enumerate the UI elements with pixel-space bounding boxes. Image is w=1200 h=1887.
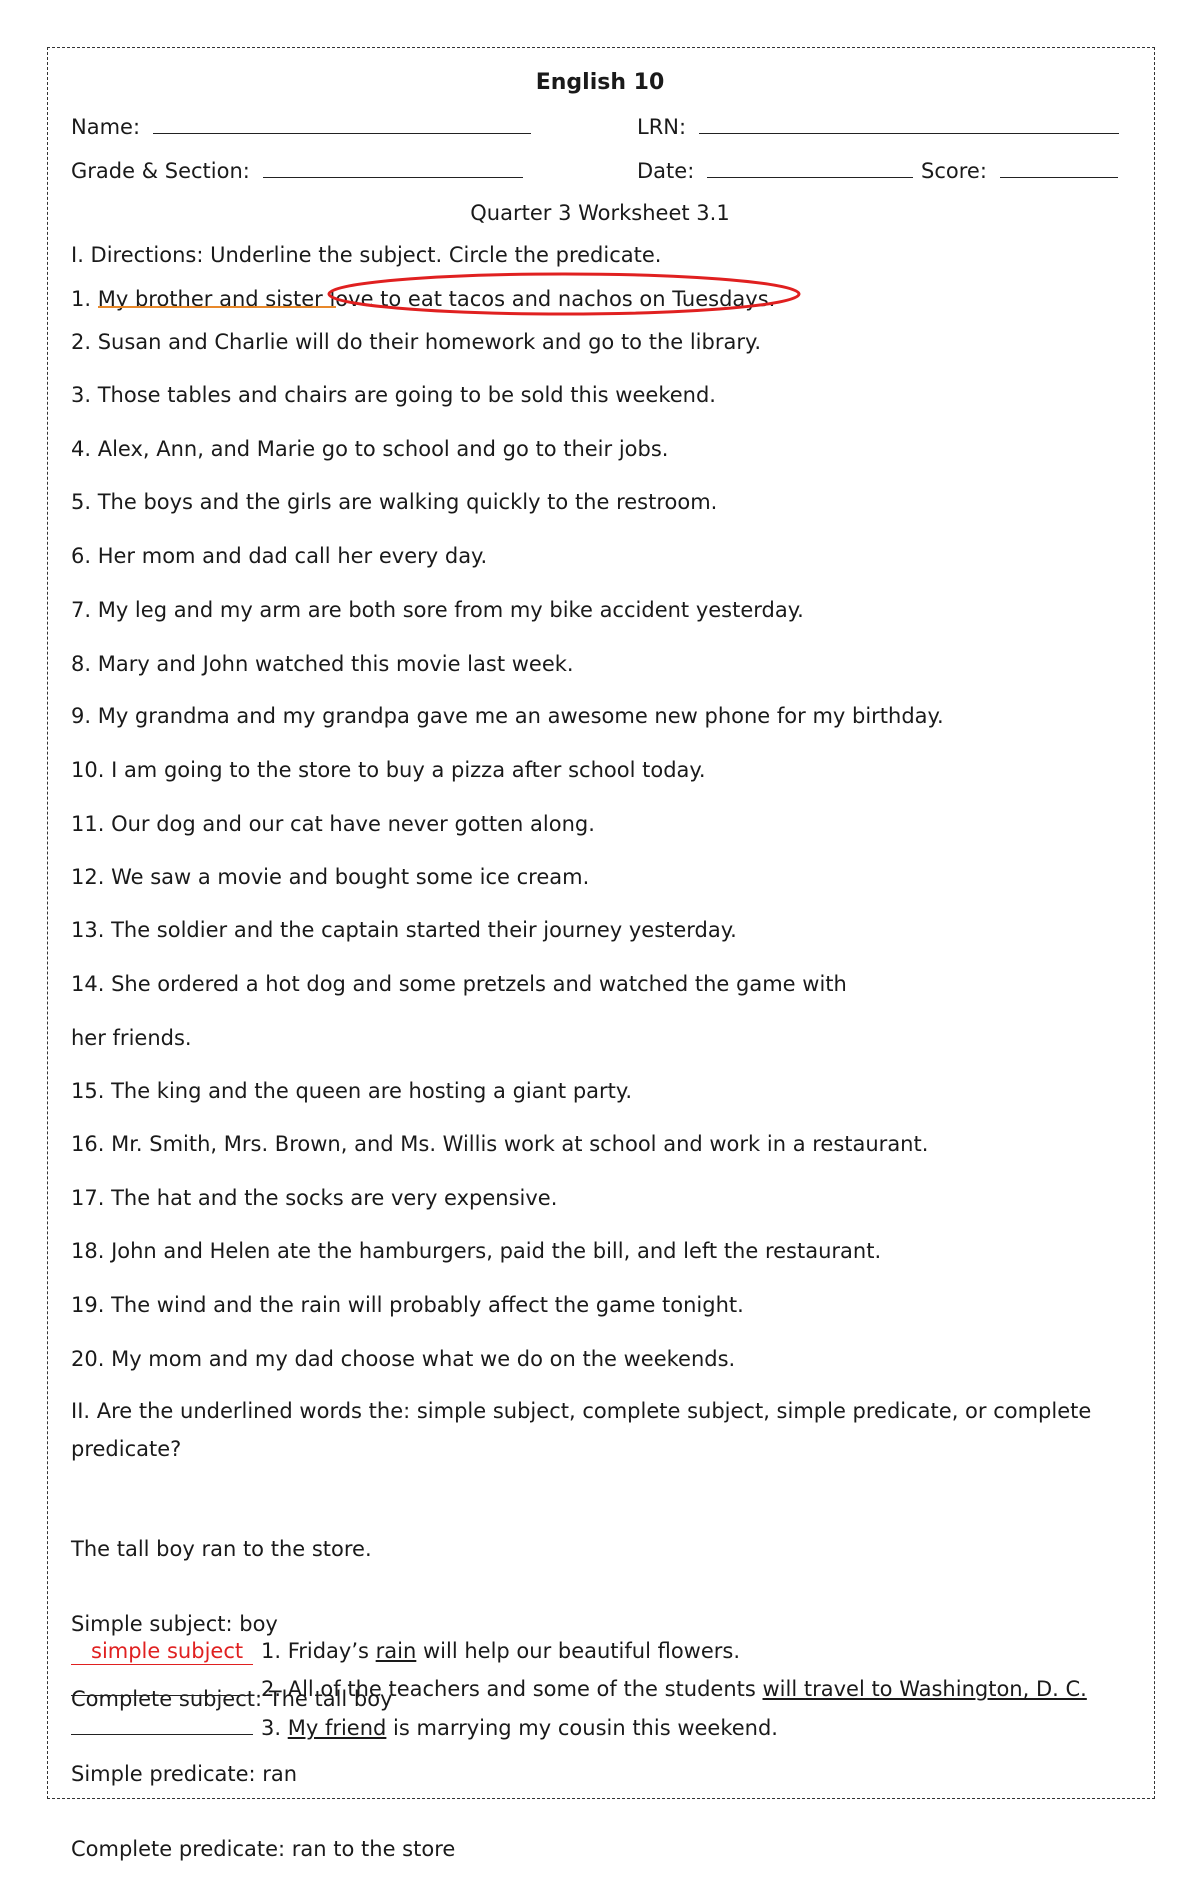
item-14: 14. She ordered a hot dog and some pretzels and watched the game with	[71, 972, 847, 996]
answer-2-blank[interactable]	[71, 1675, 253, 1696]
item-1-subject: My brother and sister	[97, 287, 323, 311]
name-blank[interactable]	[153, 113, 531, 134]
question-3-post: is marrying my cousin this weekend.	[386, 1716, 778, 1740]
part1-directions: I. Directions: Underline the subject. Circle the predicate.	[71, 243, 662, 267]
item-15: 15. The king and the queen are hosting a giant party.	[71, 1079, 632, 1103]
question-2-pre: 2. All of the teachers and some of the students	[261, 1677, 763, 1701]
question-1-post: will help our beautiful flowers.	[416, 1639, 741, 1663]
grade-section-label: Grade & Section:	[71, 159, 250, 183]
item-16: 16. Mr. Smith, Mrs. Brown, and Ms. Willis work at school and work in a restaurant.	[71, 1132, 929, 1156]
answer-3-blank[interactable]	[71, 1714, 253, 1735]
item-14-continued: her friends.	[71, 1026, 192, 1050]
item-9: 9. My grandma and my grandpa gave me an awesome new phone for my birthday.	[71, 704, 944, 728]
question-3-pre: 3.	[261, 1716, 288, 1740]
part2-directions-line1: II. Are the underlined words the: simple subject, complete subject, simple predicate, or complete	[71, 1399, 1092, 1423]
example-simple-predicate: Simple predicate: ran	[71, 1762, 298, 1786]
item-1	[71, 286, 775, 312]
name-field	[71, 113, 531, 140]
example-simple-subject: Simple subject: boy	[71, 1612, 278, 1636]
item-1-number: 1.	[71, 287, 92, 311]
item-2: 2. Susan and Charlie will do their homework and go to the library.	[71, 330, 762, 354]
item-6: 6. Her mom and dad call her every day.	[71, 544, 488, 568]
item-7: 7. My leg and my arm are both sore from my bike accident yesterday.	[71, 598, 804, 622]
date-field	[637, 157, 913, 184]
score-label: Score:	[921, 159, 987, 183]
worksheet-subtitle: Quarter 3 Worksheet 3.1	[470, 201, 730, 225]
lrn-field	[637, 113, 1119, 140]
name-label: Name:	[71, 115, 141, 139]
item-17: 17. The hat and the socks are very expensive.	[71, 1186, 558, 1210]
example-complete-predicate: Complete predicate: ran to the store	[71, 1837, 456, 1861]
question-1	[71, 1638, 740, 1665]
grade-section-field	[71, 157, 523, 184]
item-5: 5. The boys and the girls are walking quickly to the restroom.	[71, 490, 718, 514]
item-3: 3. Those tables and chairs are going to be sold this weekend.	[71, 383, 716, 407]
item-11: 11. Our dog and our cat have never gotten along.	[71, 812, 595, 836]
example-sentence: The tall boy ran to the store.	[71, 1537, 372, 1561]
item-4: 4. Alex, Ann, and Marie go to school and go to their jobs.	[71, 437, 669, 461]
question-3	[71, 1714, 778, 1741]
date-blank[interactable]	[707, 157, 913, 178]
question-2-underlined: will travel to Washington, D. C.	[762, 1677, 1087, 1701]
item-12: 12. We saw a movie and bought some ice cream.	[71, 865, 590, 889]
score-field	[921, 157, 1118, 184]
answer-1-text: simple subject	[91, 1639, 244, 1663]
item-1-predicate: love to eat tacos and nachos on Tuesdays.	[329, 287, 776, 311]
answer-1-blank[interactable]	[71, 1638, 253, 1665]
page-title: English 10	[535, 70, 665, 95]
item-20: 20. My mom and my dad choose what we do on the weekends.	[71, 1347, 736, 1371]
question-2	[71, 1675, 1087, 1702]
item-10: 10. I am going to the store to buy a pizza after school today.	[71, 758, 706, 782]
item-19: 19. The wind and the rain will probably affect the game tonight.	[71, 1293, 744, 1317]
date-label: Date:	[637, 159, 695, 183]
question-1-underlined: rain	[375, 1639, 417, 1663]
grade-section-blank[interactable]	[263, 157, 523, 178]
score-blank[interactable]	[1000, 157, 1118, 178]
example-complete-subject: Complete subject: The tall boy	[71, 1687, 393, 1711]
item-8: 8. Mary and John watched this movie last week.	[71, 652, 574, 676]
item-13: 13. The soldier and the captain started their journey yesterday.	[71, 918, 737, 942]
part2-directions-line2: predicate?	[71, 1437, 182, 1461]
lrn-label: LRN:	[637, 115, 687, 139]
item-18: 18. John and Helen ate the hamburgers, paid the bill, and left the restaurant.	[71, 1239, 882, 1263]
lrn-blank[interactable]	[699, 113, 1119, 134]
question-1-pre: 1. Friday’s	[261, 1639, 376, 1663]
question-3-underlined: My friend	[287, 1716, 387, 1740]
